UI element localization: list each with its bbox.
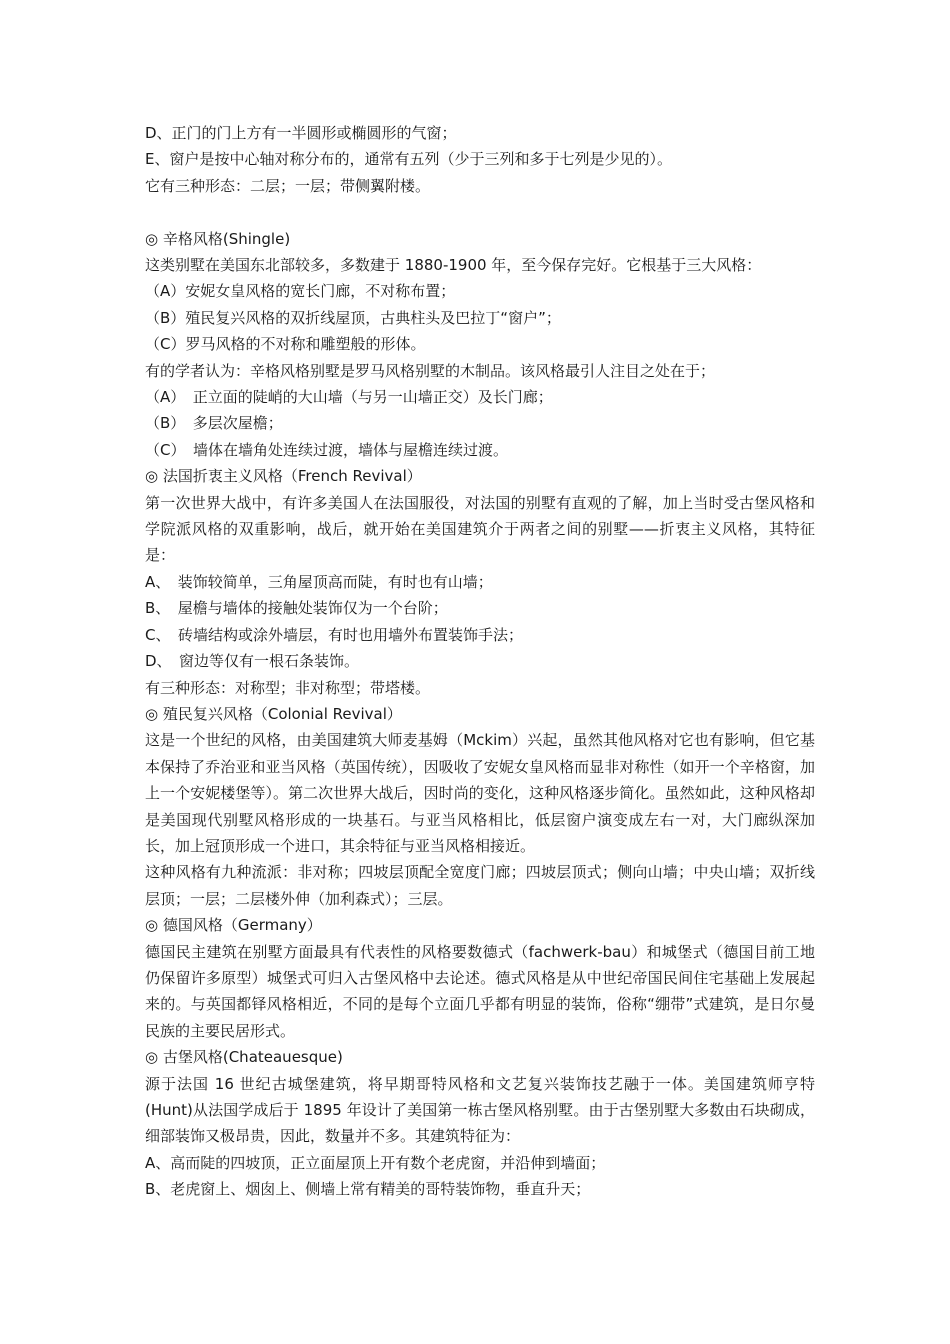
list-item: B、老虎窗上、烟囱上、侧墙上常有精美的哥特装饰物，垂直升天； [145, 1180, 591, 1199]
document-body [145, 120, 815, 1203]
list-item: （A） 正立面的陡峭的大山墙（与另一山墙正交）及长门廊； [145, 388, 553, 407]
list-item: （A）安妮女皇风格的宽长门廊，不对称布置； [145, 282, 456, 301]
paragraph: E、窗户是按中心轴对称分布的，通常有五列（少于三列和多于七列是少见的）。 [145, 150, 672, 169]
list-item: （C）罗马风格的不对称和雕塑般的形体。 [145, 335, 426, 354]
list-item: （B） 多层次屋檐； [145, 414, 283, 433]
paragraph: 它有三种形态：二层；一层；带侧翼附楼。 [145, 176, 431, 195]
paragraph: 有三种形态：对称型；非对称型；带塔楼。 [145, 678, 431, 697]
list-item: （C） 墙体在墙角处连续过渡，墙体与屋檐连续过渡。 [145, 440, 508, 459]
list-item: A、 装饰较简单，三角屋顶高而陡，有时也有山墙； [145, 572, 493, 591]
list-item: B、 屋檐与墙体的接触处装饰仅为一个台阶； [145, 599, 448, 618]
section-heading-colonial-revival: ◎ 殖民复兴风格（Colonial Revival） [145, 704, 402, 723]
paragraph: 第一次世界大战中，有许多美国人在法国服役，对法国的别墅有直观的了解，加上当时受古堡风格和学院派风格的双重影响，战后，就开始在美国建筑介于两者之间的别墅——折衷主义风格，其特征是： [145, 493, 815, 565]
section-heading-shingle: ◎ 辛格风格(Shingle) [145, 229, 291, 248]
blank-line [145, 199, 815, 225]
paragraph: 有的学者认为：辛格风格别墅是罗马风格别墅的木制品。该风格最引人注目之处在于； [145, 361, 716, 380]
section-heading-french-revival: ◎ 法国折衷主义风格（French Revival） [145, 467, 422, 486]
section-heading-chateauesque: ◎ 古堡风格(Chateauesque) [145, 1048, 343, 1067]
paragraph: D、正门的门上方有一半圆形或椭圆形的气窗； [145, 124, 457, 142]
paragraph: 源于法国 16 世纪古城堡建筑，将早期哥特风格和文艺复兴装饰技艺融于一体。美国建筑师亨特(Hunt)从法国学成后于 1895 年设计了美国第一栋古堡风格别墅。由于古堡别墅大多数由石块砌成，细部装饰又极昂贵，因此，数量并不多。其建筑特征为： [145, 1074, 815, 1146]
list-item: C、 砖墙结构或涂外墙层，有时也用墙外布置装饰手法； [145, 625, 523, 644]
paragraph: 德国民主建筑在别墅方面最具有代表性的风格要数德式（fachwerk-bau）和城堡式（德国目前工地仍保留许多原型）城堡式可归入古堡风格中去论述。德式风格是从中世纪帝国民间住宅基础上发展起来的。与英国都铎风格相近，不同的是每个立面几乎都有明显的装饰，俗称“绷带”式建筑，是日尔曼民族的主要民居形式。 [145, 942, 815, 1040]
list-item: （B）殖民复兴风格的双折线屋顶，古典柱头及巴拉丁“窗户”； [145, 308, 561, 327]
paragraph: 这是一个世纪的风格，由美国建筑大师麦基姆（Mckim）兴起，虽然其他风格对它也有影响，但它基本保持了乔治亚和亚当风格（英国传统），因吸收了安妮女皇风格而显非对称性（如开一个辛格窗，加上一个安妮楼堡等）。第二次世界大战后，因时尚的变化，这种风格逐步简化。虽然如此，这种风格却是美国现代别墅风格形成的一块基石。与亚当风格相比，低层窗户演变成左右一对，大门廊纵深加长，加上冠顶形成一个进口，其余特征与亚当风格相接近。 [145, 731, 815, 855]
list-item: D、 窗边等仅有一根石条装饰。 [145, 652, 360, 671]
list-item: A、高而陡的四坡顶，正立面屋顶上开有数个老虎窗，并沿伸到墙面； [145, 1153, 606, 1172]
paragraph: 这种风格有九种流派：非对称；四坡层顶配全宽度门廊；四坡层顶式；侧向山墙；中央山墙；双折线层顶；一层；二层楼外伸（加利森式）；三层。 [145, 863, 815, 908]
paragraph: 这类别墅在美国东北部较多，多数建于 1880-1900 年，至今保存完好。它根基于三大风格： [145, 256, 762, 275]
section-heading-germany: ◎ 德国风格（Germany） [145, 916, 322, 935]
